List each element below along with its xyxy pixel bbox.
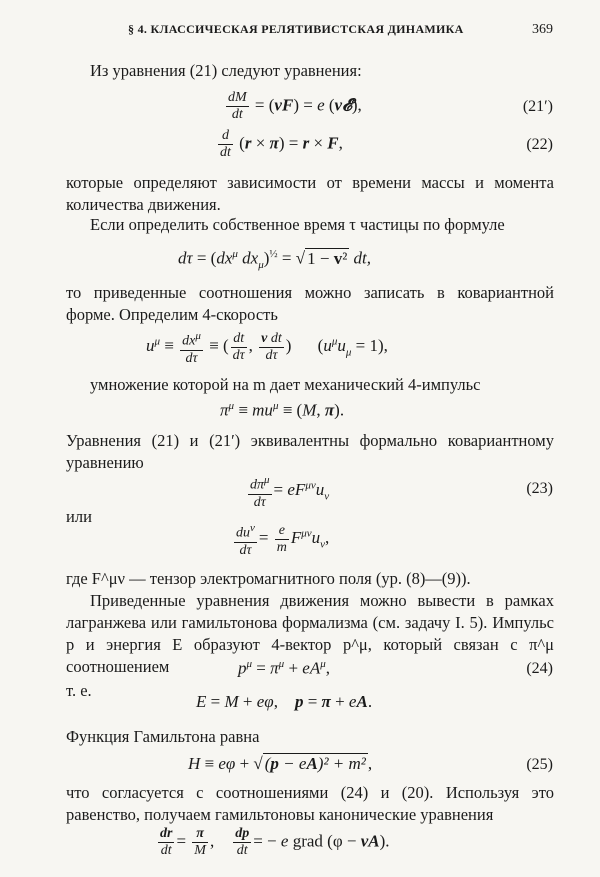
equation-velocity-form: $\frac{du^\nu}{d\tau}$ = $\frac{e}{m}$ $F^{\mu\nu}u_\nu$, xyxy=(236,522,330,558)
equation-21-prime: $\frac{dM}{dt}$ = (vF) = e (v𝓔), (21′) xyxy=(228,90,553,122)
paragraph-explanation: которые определяют зависимости от времени массы и момента количества движения. xyxy=(66,173,554,214)
paragraph-equivalent: Уравнения (21) и (21′) эквивалентны формально ковариантному уравнению xyxy=(66,431,554,472)
equation-number: (24) xyxy=(526,660,553,677)
paragraph-lagrangian: Приведенные уравнения движения можно вывести в рамках лагранжева или гамильтонова формализма (см. задачу I. 5). Импульс p и энергия E образуют 4-вектор p^μ, который связан с π^μ соотношением xyxy=(66,591,554,676)
paragraph-hamiltonian: Функция Гамильтона равна xyxy=(66,727,260,746)
paragraph-or: или xyxy=(66,507,92,526)
equation-energy-momentum: E = M + eφ, p = π + eA. xyxy=(196,692,373,711)
running-head: § 4. КЛАССИЧЕСКАЯ РЕЛЯТИВИСТСКАЯ ДИНАМИКА xyxy=(128,22,464,36)
page-number: 369 xyxy=(532,22,553,37)
equation-25: H ≡ eφ + √ (p − eA)² + m² , (25) xyxy=(188,754,553,773)
equation-number: (23) xyxy=(526,480,553,497)
paragraph-covariant: то приведенные соотношения можно записать в ковариантной форме. Определим 4-скорость xyxy=(66,283,554,324)
equation-23: $\frac{d\pi^\mu}{d\tau}$ = $eF^{\mu\nu}u_\nu$ (23) xyxy=(250,474,553,510)
paragraph-4-momentum: умножение которой на m дает механический 4-импульс xyxy=(90,375,481,394)
equation-4-momentum: $\pi^\mu \equiv mu^\mu \equiv (M$, π). xyxy=(220,400,345,420)
equation-24: $p^\mu = \pi^\mu + eA^\mu$, (24) xyxy=(238,658,553,678)
paragraph-canonical: что согласуется с соотношениями (24) и (20). Используя это равенство, получаем гамильтоновы канонические уравнения xyxy=(66,783,554,824)
equation-number: (21′) xyxy=(522,98,553,115)
paragraph-ie: т. е. xyxy=(66,681,92,700)
page-header xyxy=(0,22,600,42)
paragraph-proper-time: Если определить собственное время τ частицы по формуле xyxy=(90,215,505,234)
equation-proper-time: $d\tau = (dx^\mu$ $dx_\mu)^{\frac{1}{2}}$ = √ 1 − v² dt, xyxy=(178,248,372,272)
equation-number: (22) xyxy=(526,136,553,153)
equation-canonical: $\frac{dr}{dt}$ = $\frac{\pi}{M}$ , $\frac{dp}{dt}$ = − e grad (φ − vA). xyxy=(160,826,390,858)
paragraph-field-tensor: где F^μν — тензор электромагнитного поля (ур. (8)—(9)). xyxy=(66,569,471,588)
equation-22: $\frac{d}{dt}$ (r × π) = r × F, (22) xyxy=(220,128,553,160)
equation-4-velocity: $u^\mu$ ≡ $\frac{dx^\mu}{d\tau}$ ≡ ( $\frac{dt}{d\tau}$ , $\frac{\text{v dt}}{d\tau}$ ) $(u^\mu u_\mu = 1)$, xyxy=(146,330,388,366)
paragraph-intro: Из уравнения (21) следуют уравнения: xyxy=(90,61,362,80)
equation-number: (25) xyxy=(526,756,553,773)
